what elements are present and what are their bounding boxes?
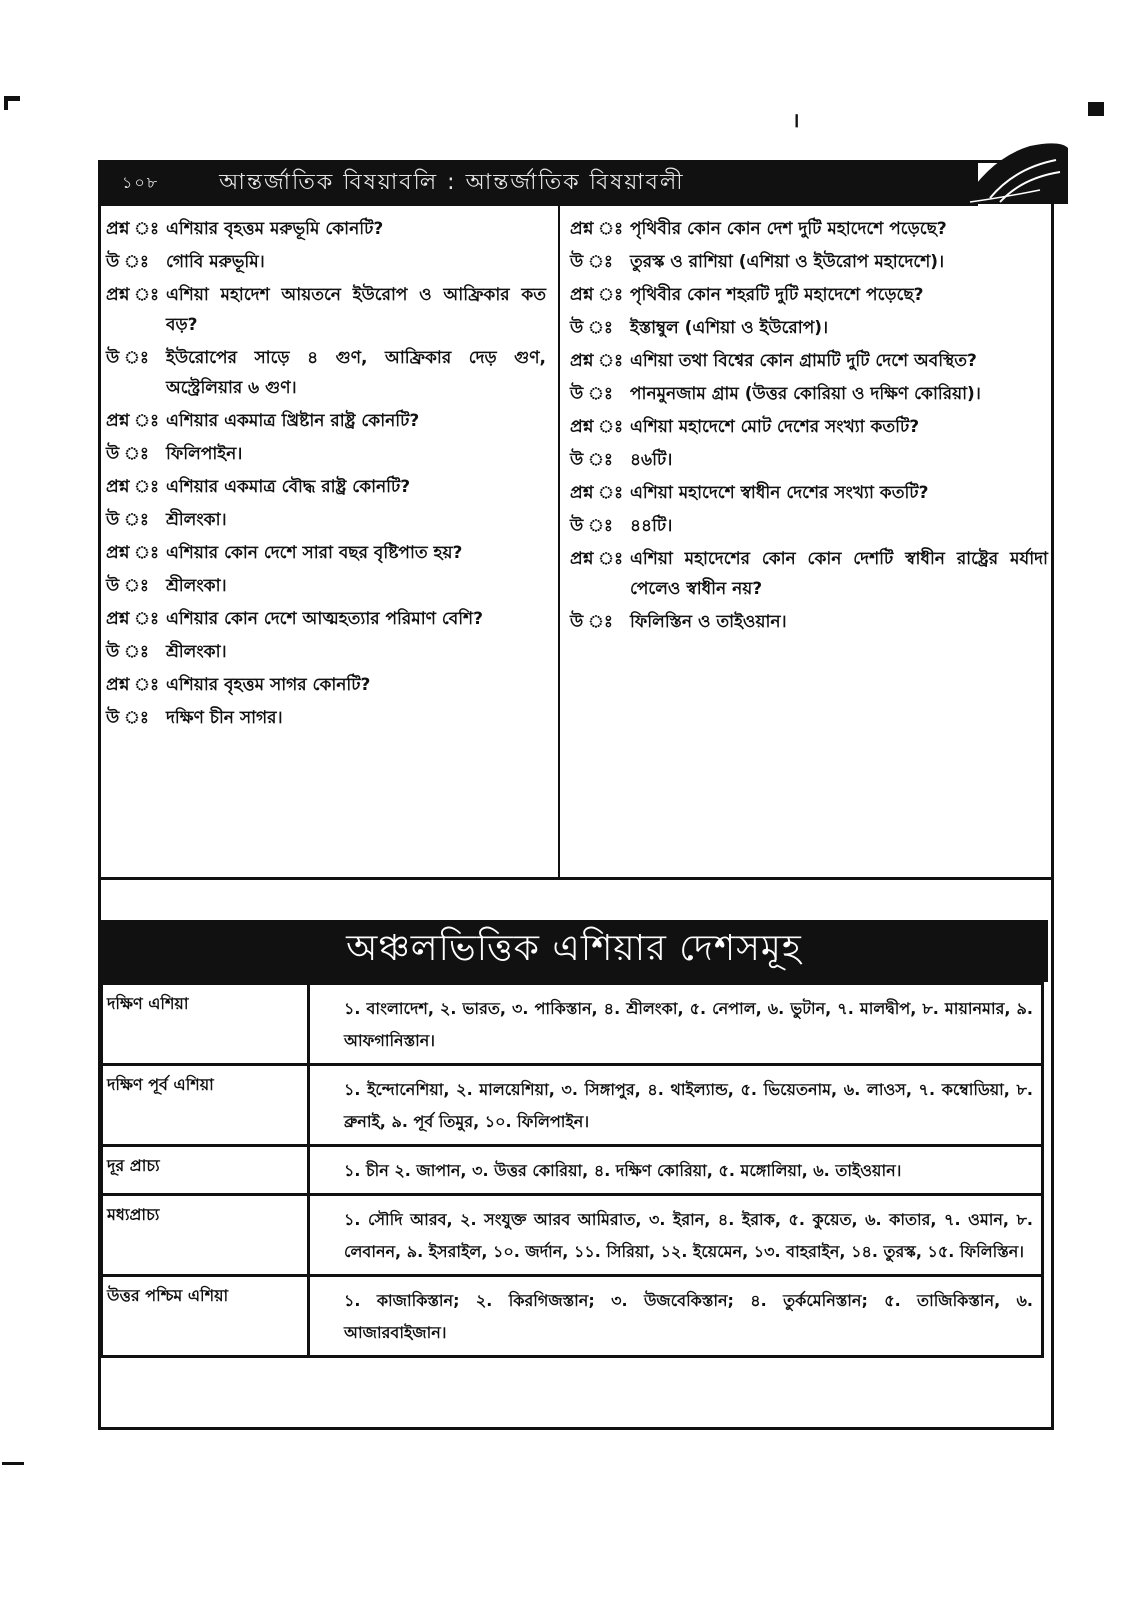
question-text: পৃথিবীর কোন কোন দেশ দুটি মহাদেশে পড়েছে? <box>630 219 947 239</box>
answer-text: ৪৬টি। <box>630 450 673 470</box>
answer-row <box>106 505 546 535</box>
region-table-title: অঞ্চলভিত্তিক এশিয়ার দেশসমূহ <box>100 920 1048 982</box>
question-row <box>106 406 546 436</box>
region-countries: ১. বাংলাদেশ, ২. ভারত, ৩. পাকিস্তান, ৪. শ্রীলংকা, ৫. নেপাল, ৬. ভুটান, ৭. মালদ্বীপ, ৮. মায়ানমার, ৯. আফগানিস্তান। <box>309 984 1043 1065</box>
question-row <box>570 412 1048 442</box>
region-table-body <box>102 984 1043 1357</box>
running-header-title: আন্তর্জাতিক বিষয়াবলি : আন্তর্জাতিক বিষয়াবলী <box>219 169 685 195</box>
answer-row <box>106 571 546 601</box>
question-tag: প্রশ্ন ঃ <box>570 351 624 371</box>
answer-row <box>106 343 546 403</box>
answer-tag: উ ঃ <box>570 318 613 338</box>
answer-text: ফিলিস্তিন ও তাইওয়ান। <box>630 612 787 632</box>
answer-row <box>570 607 1048 637</box>
answer-tag: উ ঃ <box>570 450 613 470</box>
answer-tag: উ ঃ <box>106 348 149 368</box>
region-name: দক্ষিণ পূর্ব এশিয়া <box>102 1065 309 1146</box>
answer-tag: উ ঃ <box>106 642 149 662</box>
question-row <box>106 280 546 340</box>
column-divider <box>558 206 560 878</box>
region-row <box>102 1195 1043 1276</box>
answer-text: গোবি মরুভূমি। <box>166 252 265 272</box>
answer-row <box>570 445 1048 475</box>
question-tag: প্রশ্ন ঃ <box>106 477 160 497</box>
question-tag: প্রশ্ন ঃ <box>570 285 624 305</box>
question-tag: প্রশ্ন ঃ <box>570 483 624 503</box>
crop-mark-top-right <box>1088 102 1104 116</box>
answer-text: ফিলিপাইন। <box>166 444 243 464</box>
question-row <box>570 544 1048 604</box>
crop-mark-top-left-stem <box>4 96 8 110</box>
question-tag: প্রশ্ন ঃ <box>106 609 160 629</box>
question-text: এশিয়া মহাদেশে মোট দেশের সংখ্যা কতটি? <box>630 417 920 437</box>
question-text: এশিয়া তথা বিশ্বের কোন গ্রামটি দুটি দেশে অবস্থিত? <box>630 351 977 371</box>
region-row <box>102 1276 1043 1357</box>
question-row <box>570 214 1048 244</box>
running-header <box>98 160 978 206</box>
qa-column-left <box>106 214 546 736</box>
page-number: ১০৮ <box>122 172 160 192</box>
answer-tag: উ ঃ <box>570 516 613 536</box>
answer-row <box>106 247 546 277</box>
qa-column-right <box>570 214 1048 640</box>
region-countries: ১. কাজাকিস্তান; ২. কিরগিজস্তান; ৩. উজবেকিস্তান; ৪. তুর্কমেনিস্তান; ৫. তাজিকিস্তান, ৬. আজারবাইজান। <box>309 1276 1043 1357</box>
answer-row <box>106 703 546 733</box>
question-tag: প্রশ্ন ঃ <box>570 219 624 239</box>
region-name: মধ্যপ্রাচ্য <box>102 1195 309 1276</box>
answer-row <box>106 439 546 469</box>
answer-text: শ্রীলংকা। <box>166 576 227 596</box>
answer-tag: উ ঃ <box>106 510 149 530</box>
question-tag: প্রশ্ন ঃ <box>570 417 624 437</box>
answer-tag: উ ঃ <box>570 612 613 632</box>
question-tag: প্রশ্ন ঃ <box>106 543 160 563</box>
answer-text: ইস্তাম্বুল (এশিয়া ও ইউরোপ)। <box>630 318 829 338</box>
region-countries: ১. চীন ২. জাপান, ৩. উত্তর কোরিয়া, ৪. দক্ষিণ কোরিয়া, ৫. মঙ্গোলিয়া, ৬. তাইওয়ান। <box>309 1146 1043 1195</box>
answer-row <box>106 637 546 667</box>
question-row <box>570 346 1048 376</box>
answer-text: শ্রীলংকা। <box>166 510 227 530</box>
answer-text: দক্ষিণ চীন সাগর। <box>166 708 283 728</box>
question-text: এশিয়ার কোন দেশে সারা বছর বৃষ্টিপাত হয়? <box>166 543 463 563</box>
answer-tag: উ ঃ <box>106 708 149 728</box>
region-name: দক্ষিণ এশিয়া <box>102 984 309 1065</box>
region-name: দূর প্রাচ্য <box>102 1146 309 1195</box>
answer-row <box>570 247 1048 277</box>
answer-text: তুরস্ক ও রাশিয়া (এশিয়া ও ইউরোপ মহাদেশে)। <box>630 252 945 272</box>
answer-tag: উ ঃ <box>570 384 613 404</box>
question-row <box>106 604 546 634</box>
answer-text: পানমুনজাম গ্রাম (উত্তর কোরিয়া ও দক্ষিণ কোরিয়া)। <box>630 384 981 404</box>
answer-tag: উ ঃ <box>106 252 149 272</box>
question-text: এশিয়া মহাদেশ আয়তনে ইউরোপ ও আফ্রিকার কত বড়? <box>166 285 546 335</box>
answer-row <box>570 379 1048 409</box>
answer-text: ৪৪টি। <box>630 516 673 536</box>
question-text: এশিয়ার কোন দেশে আত্মহত্যার পরিমাণ বেশি? <box>166 609 483 629</box>
qa-section-bottom-rule <box>98 877 1054 880</box>
question-row <box>106 670 546 700</box>
crop-mark-bottom-left <box>2 1462 24 1465</box>
answer-row <box>570 313 1048 343</box>
question-tag: প্রশ্ন ঃ <box>106 285 160 305</box>
answer-tag: উ ঃ <box>570 252 613 272</box>
question-text: এশিয়ার বৃহত্তম মরুভূমি কোনটি? <box>166 219 384 239</box>
question-tag: প্রশ্ন ঃ <box>106 219 160 239</box>
answer-text: ইউরোপের সাড়ে ৪ গুণ, আফ্রিকার দেড় গুণ, অস্ট্রেলিয়ার ৬ গুণ। <box>166 348 546 398</box>
question-text: এশিয়া মহাদেশে স্বাধীন দেশের সংখ্যা কতটি? <box>630 483 929 503</box>
region-name: উত্তর পশ্চিম এশিয়া <box>102 1276 309 1357</box>
qa-section <box>100 206 1054 878</box>
answer-row <box>570 511 1048 541</box>
question-row <box>570 280 1048 310</box>
region-row <box>102 984 1043 1065</box>
question-tag: প্রশ্ন ঃ <box>570 549 624 569</box>
answer-text: শ্রীলংকা। <box>166 642 227 662</box>
top-mark: । <box>792 108 800 132</box>
region-table <box>100 982 1044 1358</box>
question-row <box>106 538 546 568</box>
question-text: এশিয়ার একমাত্র খ্রিষ্টান রাষ্ট্র কোনটি? <box>166 411 420 431</box>
question-tag: প্রশ্ন ঃ <box>106 675 160 695</box>
region-countries: ১. সৌদি আরব, ২. সংযুক্ত আরব আমিরাত, ৩. ইরান, ৪. ইরাক, ৫. কুয়েত, ৬. কাতার, ৭. ওমান, ৮. লেবানন, ৯. ইসরাইল, ১০. জর্দান, ১১. সিরিয়া, ১২. ইয়েমেন, ১৩. বাহরাইন, ১৪. তুরস্ক, ১৫. ফিলিস্তিন। <box>309 1195 1043 1276</box>
region-countries: ১. ইন্দোনেশিয়া, ২. মালয়েশিয়া, ৩. সিঙ্গাপুর, ৪. থাইল্যান্ড, ৫. ভিয়েতনাম, ৬. লাওস, ৭. কম্বোডিয়া, ৮. ব্রুনাই, ৯. পূর্ব তিমুর, ১০. ফিলিপাইন। <box>309 1065 1043 1146</box>
answer-tag: উ ঃ <box>106 576 149 596</box>
region-row <box>102 1146 1043 1195</box>
question-row <box>106 472 546 502</box>
question-text: এশিয়ার বৃহত্তম সাগর কোনটি? <box>166 675 371 695</box>
header-ornament-icon <box>960 138 1070 208</box>
question-text: এশিয়া মহাদেশের কোন কোন দেশটি স্বাধীন রাষ্ট্রের মর্যাদা পেলেও স্বাধীন নয়? <box>630 549 1048 599</box>
answer-tag: উ ঃ <box>106 444 149 464</box>
question-tag: প্রশ্ন ঃ <box>106 411 160 431</box>
question-text: এশিয়ার একমাত্র বৌদ্ধ রাষ্ট্র কোনটি? <box>166 477 411 497</box>
question-row <box>570 478 1048 508</box>
question-text: পৃথিবীর কোন শহরটি দুটি মহাদেশে পড়েছে? <box>630 285 924 305</box>
question-row <box>106 214 546 244</box>
region-row <box>102 1065 1043 1146</box>
